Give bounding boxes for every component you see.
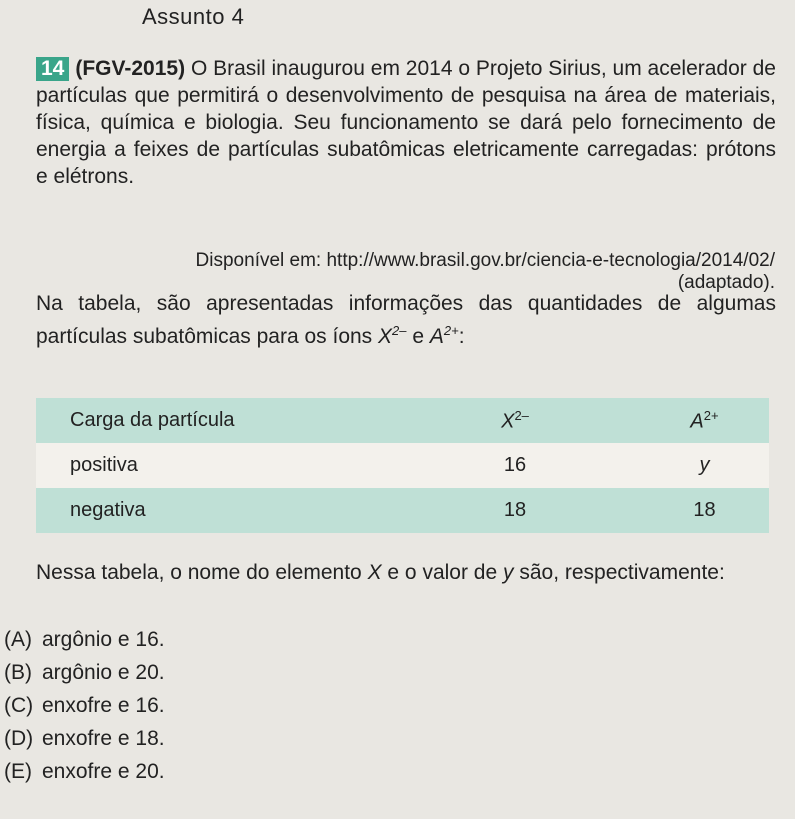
question-number-badge: 14 (36, 57, 69, 81)
question-text (36, 55, 776, 190)
table-row (36, 488, 769, 533)
ion-a-charge: 2+ (443, 323, 459, 338)
table-header-row (36, 398, 769, 443)
intro-end: : (458, 325, 465, 348)
question-source-tag: (FGV-2015) (75, 57, 186, 80)
ion-x-base: X (378, 325, 393, 348)
option-text: argônio e 20. (42, 661, 165, 684)
header-a-base: A (690, 410, 704, 433)
row-a-value: y (699, 454, 710, 476)
option-text: enxofre e 16. (42, 694, 165, 717)
option-letter: (A) (4, 628, 32, 651)
option-text: argônio e 16. (42, 628, 165, 651)
option-text: enxofre e 18. (42, 727, 165, 750)
question-stem (36, 561, 725, 585)
header-a (640, 398, 769, 443)
row-label: positiva (70, 454, 138, 476)
option-text: enxofre e 20. (42, 760, 165, 783)
header-x-base: X (501, 410, 515, 433)
source-citation: Disponível em: http://www.brasil.gov.br/ciencia-e-tecnologia/2014/02/ (adaptado). (195, 250, 775, 293)
row-x-value: 18 (503, 499, 527, 521)
ion-a-base: A (429, 325, 444, 348)
particles-table (36, 398, 769, 533)
subject-heading: Assunto 4 (142, 4, 245, 29)
ion-x (378, 325, 406, 348)
table-row (36, 443, 769, 488)
intro-text: Na tabela, são apresentadas informações das quantidades de algumas partículas subatômicas para os íons (36, 292, 776, 348)
header-x-charge: 2– (514, 407, 529, 423)
answer-options (4, 623, 165, 788)
stem-var-x: X (367, 561, 382, 584)
option-letter: (C) (4, 694, 34, 717)
ion-a (430, 325, 459, 348)
stem-part3: são, respectivamente: (519, 561, 725, 584)
option-letter: (B) (4, 661, 32, 684)
option-e[interactable] (4, 755, 165, 788)
option-b[interactable] (4, 656, 165, 689)
option-d[interactable] (4, 722, 165, 755)
table-intro (36, 290, 776, 350)
header-charge: Carga da partícula (70, 409, 235, 431)
ion-x-charge: 2– (392, 323, 407, 338)
header-x (360, 398, 640, 443)
header-a-charge: 2+ (703, 407, 719, 423)
row-x-value: 16 (503, 454, 527, 476)
intro-conj: e (412, 325, 425, 348)
option-c[interactable] (4, 689, 165, 722)
option-letter: (D) (4, 727, 34, 750)
option-letter: (E) (4, 760, 32, 783)
question-body: O Brasil inaugurou em 2014 o Projeto Sirius, um acelerador de partículas que permitirá o desenvolvimento de pesquisa na área de materiais, física, química e biologia. Seu funcionamento se dará pelo fornecimento de energia a feixes de partículas subatômicas eletricamente carregadas: prótons e elétrons. (36, 57, 776, 188)
stem-part1: Nessa tabela, o nome do elemento (36, 561, 362, 584)
option-a[interactable] (4, 623, 165, 656)
stem-var-y: y (503, 561, 514, 584)
stem-part2: e o valor de (387, 561, 498, 584)
row-a-value: 18 (693, 499, 716, 521)
row-label: negativa (70, 499, 146, 521)
